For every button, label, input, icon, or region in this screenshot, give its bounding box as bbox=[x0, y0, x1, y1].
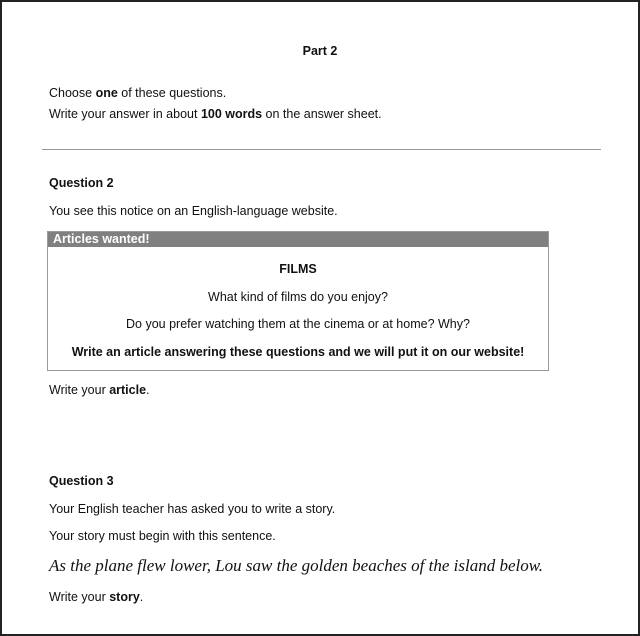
divider bbox=[42, 149, 601, 150]
notice-title: FILMS bbox=[279, 262, 317, 276]
part-title: Part 2 bbox=[302, 44, 338, 58]
question-2-task: Write your article. bbox=[49, 383, 150, 397]
story-opening-sentence: As the plane flew lower, Lou saw the golden beaches of the island below. bbox=[49, 556, 544, 575]
notice-call-to-action: Write an article answering these questions and we will put it on our website! bbox=[71, 345, 525, 359]
question-3-task: Write your story. bbox=[49, 590, 144, 604]
notice-header: Articles wanted! bbox=[48, 232, 548, 247]
instruction-choose: Choose one of these questions. bbox=[49, 86, 227, 100]
notice-question-2: Do you prefer watching them at the cinema or at home? Why? bbox=[126, 317, 470, 331]
question-3-line-1: Your English teacher has asked you to write a story. bbox=[49, 502, 336, 516]
question-2-heading: Question 2 bbox=[49, 176, 114, 190]
notice-question-1: What kind of films do you enjoy? bbox=[208, 290, 388, 304]
notice-box bbox=[47, 231, 549, 371]
question-3-line-2: Your story must begin with this sentence. bbox=[49, 529, 276, 543]
question-3-heading: Question 3 bbox=[49, 474, 114, 488]
instruction-word-count: Write your answer in about 100 words on the answer sheet. bbox=[49, 107, 382, 121]
question-2-intro: You see this notice on an English-language website. bbox=[49, 204, 338, 218]
